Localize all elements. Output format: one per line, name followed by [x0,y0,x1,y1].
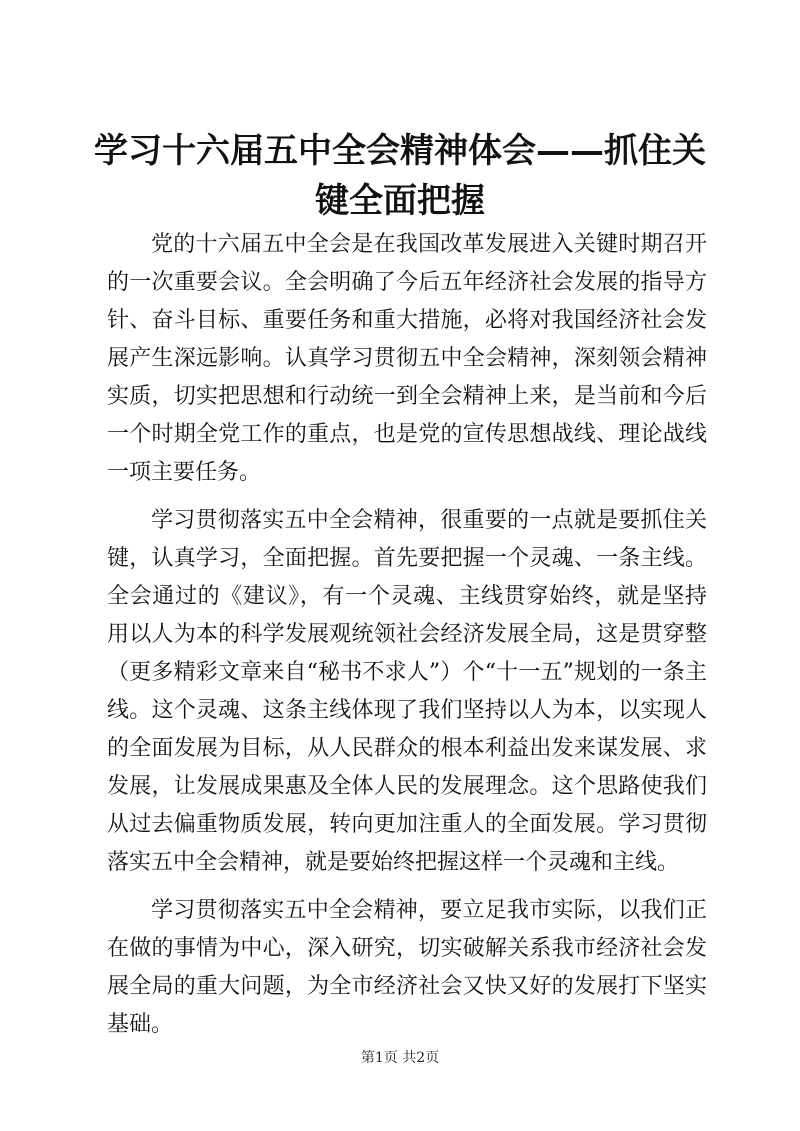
paragraph-2: 学习贯彻落实五中全会精神，很重要的一点就是要抓住关键，认真学习，全面把握。首先要把握一个灵魂、一条主线。全会通过的《建议》，有一个灵魂、主线贯穿始终，就是坚持用以人为本的科学发展观统领社会经济发展全局，这是贯穿整（更多精彩文章来自“秘书不求人”）个“十一五”规划的一条主线。这个灵魂、这条主线体现了我们坚持以人为本，以实现人的全面发展为目标，从人民群众的根本利益出发来谋发展、求发展，让发展成果惠及全体人民的发展理念。这个思路使我们从过去偏重物质发展，转向更加注重人的全面发展。学习贯彻落实五中全会精神，就是要始终把握这样一个灵魂和主线。 [107,508,707,875]
page-number-footer: 第1页 共2页 [360,1050,440,1066]
paragraph-3: 学习贯彻落实五中全会精神，要立足我市实际，以我们正在做的事情为中心，深入研究，切实破解关系我市经济社会发展全局的重大问题，为全市经济社会又快又好的发展打下坚实基础。 [107,898,707,1037]
paragraph-1: 党的十六届五中全会是在我国改革发展进入关键时期召开的一次重要会议。全会明确了今后五年经济社会发展的指导方针、奋斗目标、重要任务和重大措施，必将对我国经济社会发展产生深远影响。认真学习贯彻五中全会精神，深刻领会精神实质，切实把思想和行动统一到全会精神上来，是当前和今后一个时期全党工作的重点，也是党的宣传思想战线、理论战线一项主要任务。 [107,232,707,485]
document-title: 学习十六届五中全会精神体会——抓住关键全面把握 [94,131,706,221]
document-body [107,226,707,1054]
